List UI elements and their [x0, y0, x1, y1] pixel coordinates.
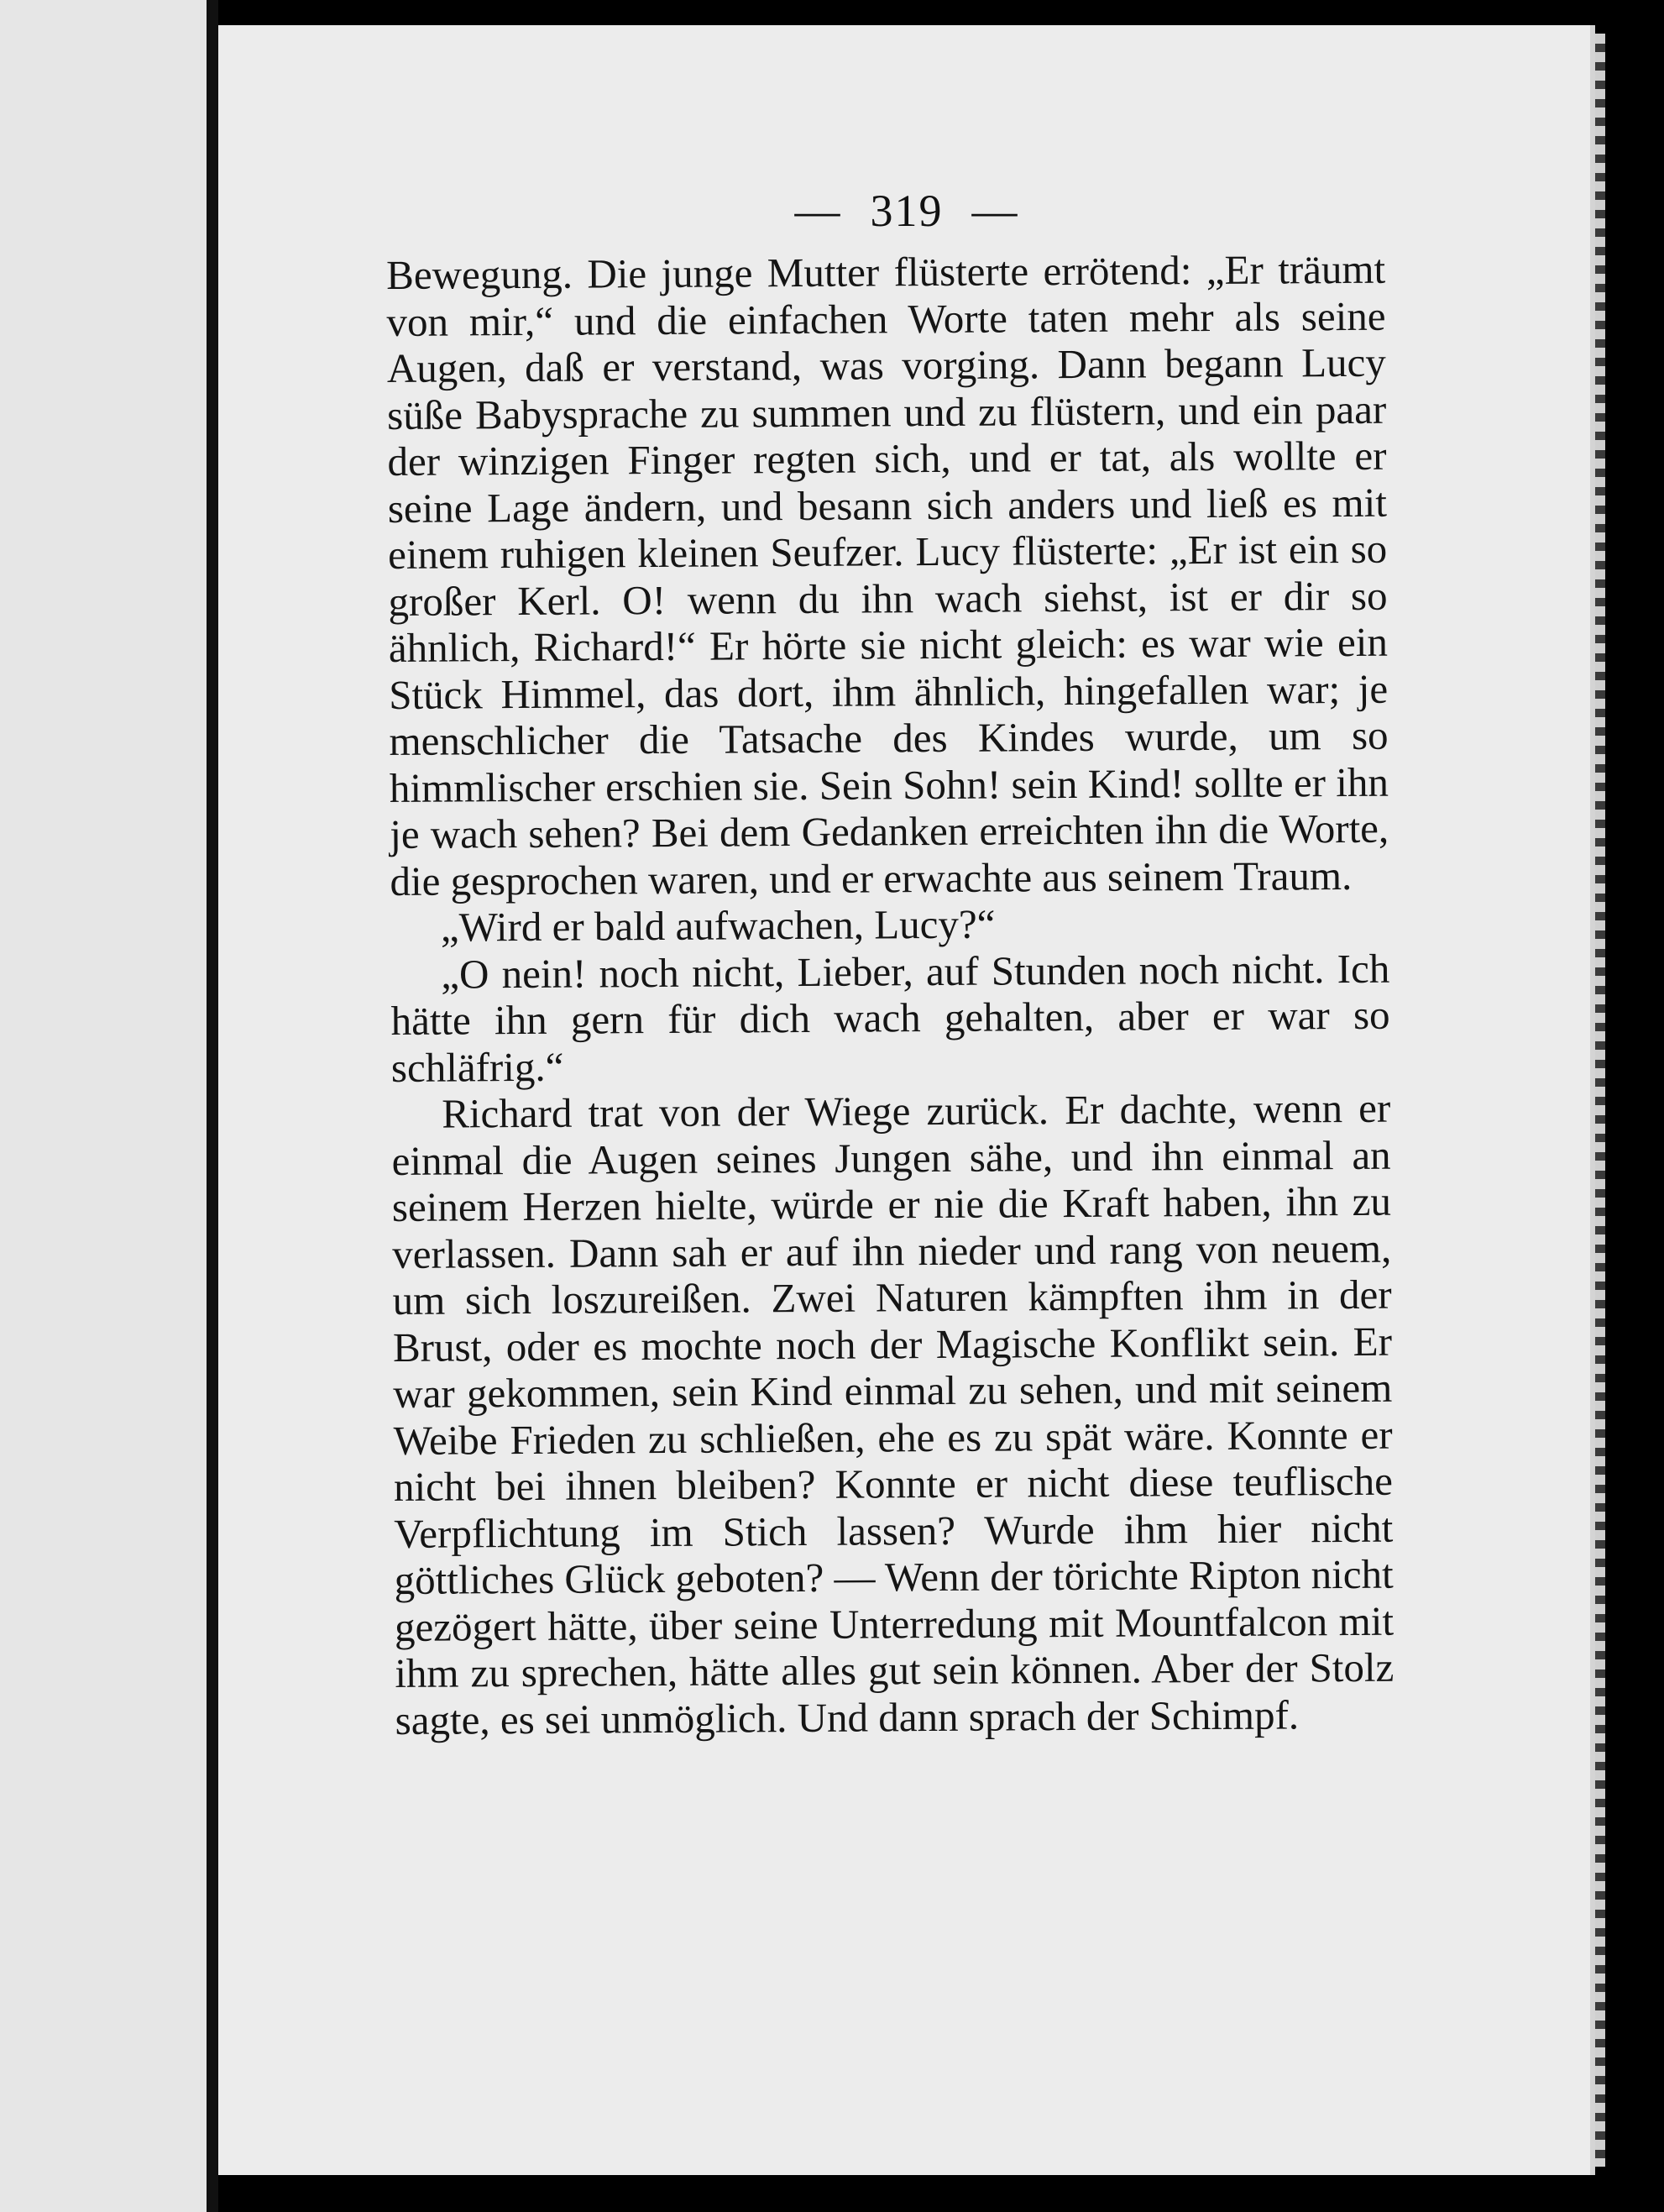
facing-page-edge [0, 0, 210, 2212]
page-number [218, 185, 1595, 237]
page-stack-edge [1595, 34, 1605, 2167]
page-number-prefix: — [794, 186, 842, 236]
book-gutter [207, 0, 218, 2212]
book-page [218, 25, 1595, 2175]
paragraph: „O nein! noch nicht, Lieber, auf Stunden noch nicht. Ich hätte ihn gern für dich wach gehalten, aber er war so schläfrig.“ [390, 945, 1390, 1091]
paragraph: „Wird er bald aufwachen, Lucy?“ [440, 900, 996, 951]
paragraph: Richard trat von der Wiege zurück. Er dachte, wenn er einmal die Augen seines Jungen sähe, und ihn einmal an seinem Herzen hielte, würde er nie die Kraft haben, ihn zu verlassen. Dann sah er auf ihn nieder und rang von neuem, um sich loszureißen. Zwei Naturen kämpften ihm in der Brust, oder es mochte noch der Magische Konflikt sein. Er war gekommen, sein Kind einmal zu sehen, und mit seinem Weibe Frieden zu schließen, ehe es zu spät wäre. Konnte er nicht bei ihnen bleiben? Konnte er nicht diese teuflische Verpflichtung im Stich lassen? Wurde ihm hier nicht göttliches Glück geboten? — Wenn der törichte Ripton nicht gezögert hätte, über seine Unterredung mit Mountfalcon mit ihm zu sprechen, hätte alles gut sein können. Aber der Stolz sagte, es sei unmöglich. Und dann sprach der Schimpf. [391, 1084, 1395, 1743]
paragraph: Bewegung. Die junge Mutter flüsterte errötend: „Er träumt von mir,“ und die einfachen Worte taten mehr als seine Augen, daß er verstand, was vorging. Dann begann Lucy süße Babysprache zu summen und zu flüstern, und ein paar der winzigen Finger regten sich, und er tat, als wollte er seine Lage ändern, und besann sich anders und ließ es mit einem ruhigen kleinen Seufzer. Lucy flüsterte: „Er ist ein so großer Kerl. O! wenn du ihn wach siehst, ist er dir so ähnlich, Richard!“ Er hörte sie nicht gleich: es war wie ein Stück Himmel, das dort, ihm ähnlich, hingefallen war; je menschlicher die Tatsache des Kindes wurde, um so himmlischer erschien sie. Sein Sohn! sein Kind! sollte er ihn je wach sehen? Bei dem Gedanken erreichten ihn die Worte, die gesprochen waren, und er erwachte aus seinem Traum. [386, 245, 1389, 904]
page-number-value: 319 [870, 186, 944, 236]
body-text [386, 246, 1396, 1974]
page-number-suffix: — [971, 186, 1019, 236]
